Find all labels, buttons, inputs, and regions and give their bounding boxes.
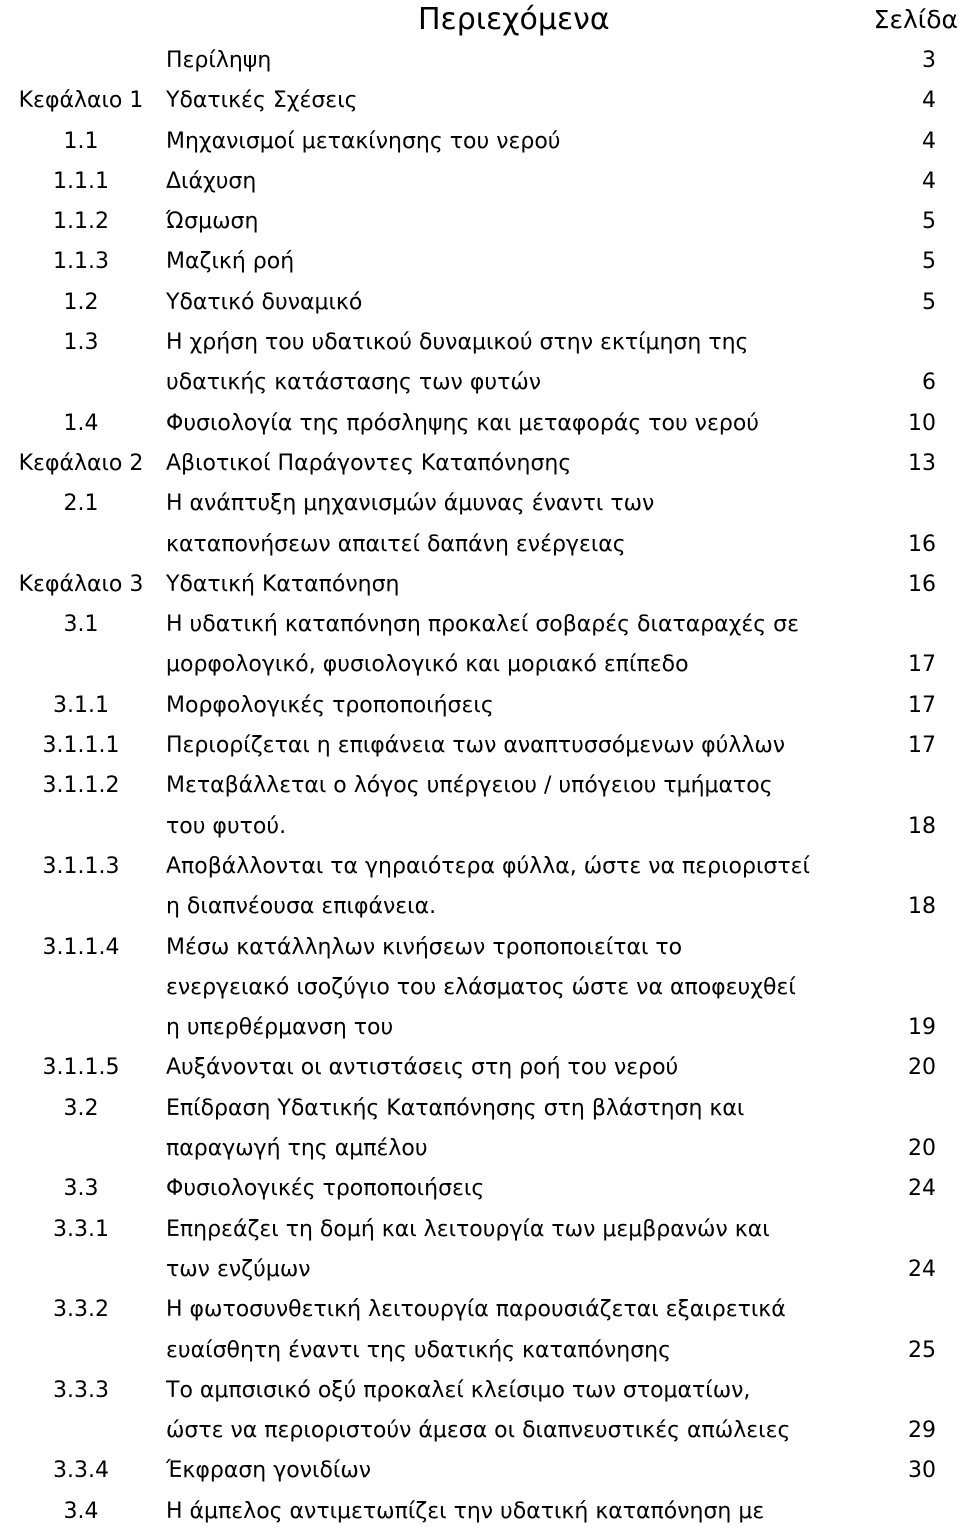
toc-entry-number: Κεφάλαιο 2	[18, 450, 144, 476]
toc-entry	[0, 525, 960, 565]
toc-header	[0, 0, 960, 40]
toc-entry-page: 5	[922, 289, 936, 315]
toc-entry-number: 3.3.4	[53, 1458, 109, 1484]
toc-entry	[0, 242, 960, 282]
toc-entry-title: Υδατική Καταπόνηση	[166, 571, 400, 597]
toc-entry-title: μορφολογικό, φυσιολογικό και μοριακό επίπεδο	[166, 652, 689, 678]
toc-entry	[0, 726, 960, 766]
toc-entry-page: 3	[922, 48, 936, 73]
toc-entry-number: 3.4	[63, 1498, 99, 1524]
toc-entry-number: 3.1.1	[53, 692, 109, 718]
toc-entry-title: Ώσμωση	[166, 209, 259, 235]
toc-entry	[0, 887, 960, 927]
toc-entry-page: 10	[908, 410, 936, 436]
toc-entry-number: 3.1	[63, 612, 99, 638]
toc-entry	[0, 605, 960, 645]
toc-entry-title: Αυξάνονται οι αντιστάσεις στη ροή του νερού	[166, 1055, 679, 1081]
toc-entry-page: 5	[922, 209, 936, 235]
toc-entry-page: 25	[908, 1337, 936, 1363]
toc-entry	[0, 1048, 960, 1088]
page-title: Περιεχόμενα	[418, 2, 610, 37]
toc-entry-number: 3.1.1.3	[42, 853, 120, 879]
toc-entry-number: 1.3	[63, 330, 99, 356]
toc-entry	[0, 1250, 960, 1290]
toc-entry	[0, 1331, 960, 1371]
toc-entry-title: Υδατικές Σχέσεις	[166, 88, 358, 114]
toc-entry-page: 29	[908, 1418, 936, 1444]
toc-entry-title: Η υδατική καταπόνηση προκαλεί σοβαρές διαταραχές σε	[166, 612, 800, 638]
toc-entry-title: Μορφολογικές τροποποιήσεις	[166, 692, 494, 718]
toc-entry-title: Επίδραση Υδατικής Καταπόνησης στη βλάστηση και	[166, 1095, 745, 1121]
toc-entry	[0, 1411, 960, 1451]
toc-entry-number: 2.1	[63, 491, 99, 517]
toc-entry	[0, 1129, 960, 1169]
toc-entry	[0, 807, 960, 847]
toc-entry-number: 3.3.3	[53, 1377, 109, 1403]
toc-entry-title: ευαίσθητη έναντι της υδατικής καταπόνησης	[166, 1337, 671, 1363]
toc-entry	[0, 444, 960, 484]
toc-entry	[0, 1290, 960, 1330]
toc-entry-title: Φυσιολογικές τροποποιήσεις	[166, 1176, 485, 1202]
toc-entry-number: 1.2	[63, 289, 99, 315]
toc-entry-number: 3.2	[63, 1095, 99, 1121]
toc-entry	[0, 363, 960, 403]
toc-entry	[0, 847, 960, 887]
toc-entry-page: 4	[922, 88, 936, 114]
toc-entry-number: 3.3.2	[53, 1297, 109, 1323]
toc-entry-number: 1.4	[63, 410, 99, 436]
toc-entry-title: Περιορίζεται η επιφάνεια των αναπτυσσόμενων φύλλων	[166, 733, 786, 759]
toc-entry	[0, 968, 960, 1008]
toc-entry-number: 3.1.1.4	[42, 934, 120, 960]
toc-entry	[0, 1089, 960, 1129]
toc-entry-number: 3.1.1.5	[42, 1055, 120, 1081]
toc-entry-title: Η ανάπτυξη μηχανισμών άμυνας έναντι των	[166, 491, 655, 517]
toc-entry-title: Η χρήση του υδατικού δυναμικού στην εκτίμηση της	[166, 330, 749, 356]
toc-entry	[0, 122, 960, 162]
toc-entry-title: Μεταβάλλεται ο λόγος υπέργειου / υπόγειου τμήματος	[166, 773, 773, 799]
toc-entry-title: ώστε να περιοριστούν άμεσα οι διαπνευστικές απώλειες	[166, 1418, 791, 1444]
toc-entry-title: Μέσω κατάλληλων κινήσεων τροποποιείται το	[166, 934, 683, 960]
toc-entry-page: 30	[908, 1458, 936, 1484]
toc-entry-page: 16	[908, 531, 936, 557]
toc-entry-title: Περίληψη	[166, 48, 272, 73]
toc-list	[0, 41, 960, 1532]
toc-entry-number: 3.3.1	[53, 1216, 109, 1242]
toc-entry-page: 18	[908, 813, 936, 839]
toc-entry-number: 1.1.2	[53, 209, 109, 235]
toc-entry-title: παραγωγή της αμπέλου	[166, 1136, 428, 1162]
toc-entry-page: 19	[908, 1015, 936, 1041]
toc-entry-title: καταπονήσεων απαιτεί δαπάνη ενέργειας	[166, 531, 626, 557]
toc-entry-page: 4	[922, 128, 936, 154]
toc-entry-number: 3.3	[63, 1176, 99, 1202]
toc-entry-title: Επηρεάζει τη δομή και λειτουργία των μεμβρανών και	[166, 1216, 770, 1242]
toc-entry	[0, 81, 960, 121]
toc-entry-number: 3.1.1.2	[42, 773, 120, 799]
toc-entry-title: Φυσιολογία της πρόσληψης και μεταφοράς του νερού	[166, 410, 760, 436]
toc-entry	[0, 645, 960, 685]
toc-entry	[0, 686, 960, 726]
toc-entry-title: Μηχανισμοί μετακίνησης του νερού	[166, 128, 561, 154]
toc-entry-number: Κεφάλαιο 3	[18, 571, 144, 597]
toc-entry	[0, 484, 960, 524]
toc-entry-title: η υπερθέρμανση του	[166, 1015, 394, 1041]
toc-entry	[0, 766, 960, 806]
toc-entry-page: 17	[908, 652, 936, 678]
toc-entry-number: 1.1	[63, 128, 99, 154]
toc-entry	[0, 404, 960, 444]
toc-entry-title: η διαπνέουσα επιφάνεια.	[166, 894, 437, 920]
toc-entry	[0, 202, 960, 242]
toc-entry-title: Υδατικό δυναμικό	[166, 289, 363, 315]
toc-entry-number: Κεφάλαιο 1	[18, 88, 144, 114]
toc-entry-title: Η άμπελος αντιμετωπίζει την υδατική καταπόνηση με	[166, 1498, 765, 1524]
toc-entry	[0, 283, 960, 323]
toc-entry	[0, 323, 960, 363]
toc-entry	[0, 162, 960, 202]
toc-entry-page: 5	[922, 249, 936, 275]
toc-entry-page: 18	[908, 894, 936, 920]
toc-entry-title: Αβιοτικοί Παράγοντες Καταπόνησης	[166, 450, 572, 476]
toc-entry-page: 4	[922, 168, 936, 194]
toc-entry-title: Η φωτοσυνθετική λειτουργία παρουσιάζεται εξαιρετικά	[166, 1297, 786, 1323]
toc-entry-title: των ενζύμων	[166, 1256, 311, 1282]
toc-entry	[0, 1008, 960, 1048]
toc-entry-title: Μαζική ροή	[166, 249, 295, 275]
page-column-header: Σελίδα	[873, 5, 958, 34]
toc-entry-page: 20	[908, 1136, 936, 1162]
toc-entry-page: 13	[908, 450, 936, 476]
toc-entry-title: Έκφραση γονιδίων	[166, 1458, 372, 1484]
toc-entry	[0, 1451, 960, 1491]
toc-entry-page: 6	[922, 370, 936, 396]
toc-entry-title: ενεργειακό ισοζύγιο του ελάσματος ώστε να αποφευχθεί	[166, 974, 796, 1000]
toc-entry-number: 1.1.1	[53, 168, 109, 194]
toc-entry-title: Αποβάλλονται τα γηραιότερα φύλλα, ώστε να περιοριστεί	[166, 853, 810, 879]
toc-entry	[0, 1371, 960, 1411]
toc-entry-page: 16	[908, 571, 936, 597]
toc-entry	[0, 1492, 960, 1532]
toc-entry	[0, 565, 960, 605]
toc-entry-page: 17	[908, 733, 936, 759]
toc-entry-page: 20	[908, 1055, 936, 1081]
toc-entry-number: 1.1.3	[53, 249, 109, 275]
toc-entry-title: του φυτού.	[166, 813, 287, 839]
toc-entry	[0, 1210, 960, 1250]
toc-entry	[0, 41, 960, 81]
toc-entry	[0, 1169, 960, 1209]
toc-entry	[0, 928, 960, 968]
toc-entry-page: 17	[908, 692, 936, 718]
toc-entry-title: Διάχυση	[166, 168, 257, 194]
toc-entry-number: 3.1.1.1	[42, 733, 120, 759]
toc-entry-page: 24	[908, 1176, 936, 1202]
toc-entry-page: 24	[908, 1256, 936, 1282]
toc-entry-title: υδατικής κατάστασης των φυτών	[166, 370, 542, 396]
toc-entry-title: Το αμπσισικό οξύ προκαλεί κλείσιμο των στοματίων,	[166, 1377, 751, 1403]
